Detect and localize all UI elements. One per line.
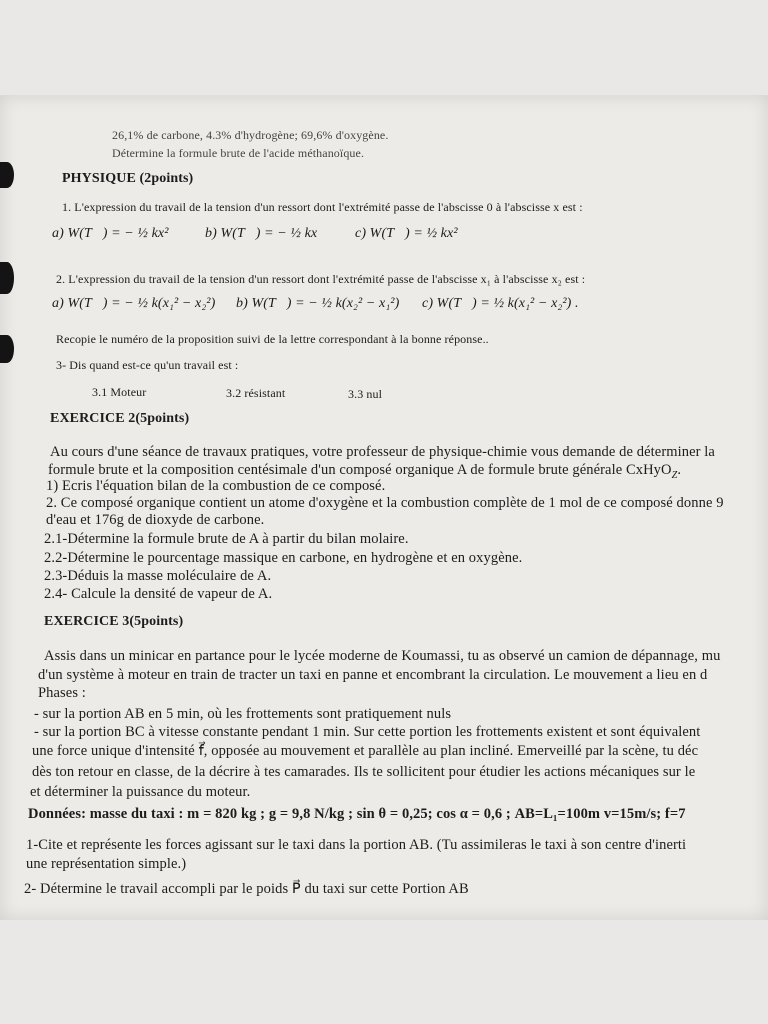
ex2-line-2: formule brute et la composition centésimale d'un composé organique A de formule brute générale CxHyO$_Z$.	[48, 462, 682, 481]
q3-option-1: 3.1 Moteur	[92, 385, 147, 399]
q1-option-b: b) W(T⃗) = − ½ kx	[205, 226, 318, 241]
ex3-donnees: Données: masse du taxi : m = 820 kg ; g = 9,8 N/kg ; sin θ = 0,25; cos α = 0,6 ; AB=L₁=100m v=15m/s; f=7	[28, 806, 686, 822]
ex2-line-1: Au cours d'une séance de travaux pratiques, votre professeur de physique-chimie vous demande de déterminer la	[50, 444, 715, 460]
ex2-line-7: 2.2-Détermine le pourcentage massique en carbone, en hydrogène et en oxygène.	[44, 550, 523, 566]
q3-option-3: 3.3 nul	[348, 387, 383, 401]
ex3-line-6: une force unique d'intensité f⃗, opposée au mouvement et parallèle au plan incliné. Emerveillé par la scène, tu déc	[32, 743, 699, 759]
physique-q1: 1. L'expression du travail de la tension d'un ressort dont l'extrémité passe de l'abscisse 0 à l'abscisse x est :	[62, 200, 583, 214]
intro-line-1: 26,1% de carbone, 4.3% d'hydrogène; 69,6% d'oxygène.	[112, 128, 389, 142]
physique-q2: 2. L'expression du travail de la tension d'un ressort dont l'extrémité passe de l'abscisse x₁ à l'abscisse x₂ est :	[56, 272, 586, 286]
exercice2-title: EXERCICE 2(5points)	[50, 411, 190, 426]
ex2-line-8: 2.3-Déduis la masse moléculaire de A.	[44, 568, 272, 584]
binder-hole	[0, 162, 14, 188]
q3-option-2: 3.2 résistant	[226, 386, 286, 400]
ex3-line-7: dès ton retour en classe, de la décrire à tes camarades. Ils te sollicitent pour étudier les actions mécaniques sur le	[32, 764, 696, 780]
binder-hole	[0, 262, 14, 294]
binder-hole	[0, 335, 14, 363]
ex2-line-4: 2. Ce composé organique contient un atome d'oxygène et la combustion complète de 1 mol de ce composé donne 9	[46, 495, 724, 511]
q2-option-a: a) W(T⃗) = − ½ k(x₁² − x₂²)	[52, 296, 216, 311]
physique-q3: 3- Dis quand est-ce qu'un travail est :	[56, 358, 239, 372]
q1-option-a: a) W(T⃗) = − ½ kx²	[52, 226, 169, 241]
ex3-q1-line-2: une représentation simple.)	[26, 856, 187, 872]
ex3-line-5: - sur la portion BC à vitesse constante pendant 1 min. Sur cette portion les frottements existent et sont équivalent	[34, 724, 701, 740]
q1-option-c: c) W(T⃗) = ½ kx²	[355, 226, 458, 241]
ex3-q2: 2- Détermine le travail accompli par le poids P⃗ du taxi sur cette Portion AB	[24, 881, 469, 897]
formula-subscript: Z	[671, 469, 678, 481]
ex2-line-6: 2.1-Détermine la formule brute de A à partir du bilan molaire.	[44, 531, 409, 547]
ex3-line-2: d'un système à moteur en train de tracter un taxi en panne et encombrant la circulation. Le mouvement a lieu en d	[38, 667, 708, 683]
exercice3-title: EXERCICE 3(5points)	[44, 614, 184, 629]
ex3-line-3: Phases :	[38, 685, 86, 701]
intro-line-2: Détermine la formule brute de l'acide méthanoïque.	[112, 146, 365, 160]
physique-title: PHYSIQUE (2points)	[62, 171, 194, 186]
ex2-line-5: d'eau et 176g de dioxyde de carbone.	[46, 512, 265, 528]
ex3-line-1: Assis dans un minicar en partance pour le lycée moderne de Koumassi, tu as observé un camion de dépannage, mu	[44, 648, 721, 664]
q2-option-b: b) W(T⃗) = − ½ k(x₂² − x₁²)	[236, 296, 400, 311]
ex2-line-9: 2.4- Calcule la densité de vapeur de A.	[44, 586, 273, 602]
ex3-line-4: - sur la portion AB en 5 min, où les frottements sont pratiquement nuls	[34, 706, 452, 722]
physique-instruction: Recopie le numéro de la proposition suivi de la lettre correspondant à la bonne réponse..	[56, 332, 489, 346]
ex2-line-3: 1) Ecris l'équation bilan de la combustion de ce composé.	[46, 478, 386, 494]
ex3-line-8: et déterminer la puissance du moteur.	[30, 784, 251, 800]
ex3-q1-line-1: 1-Cite et représente les forces agissant sur le taxi dans la portion AB. (Tu assimileras le taxi à son centre d'inerti	[26, 837, 687, 853]
q2-option-c: c) W(T⃗) = ½ k(x₁² − x₂²) .	[422, 296, 579, 311]
